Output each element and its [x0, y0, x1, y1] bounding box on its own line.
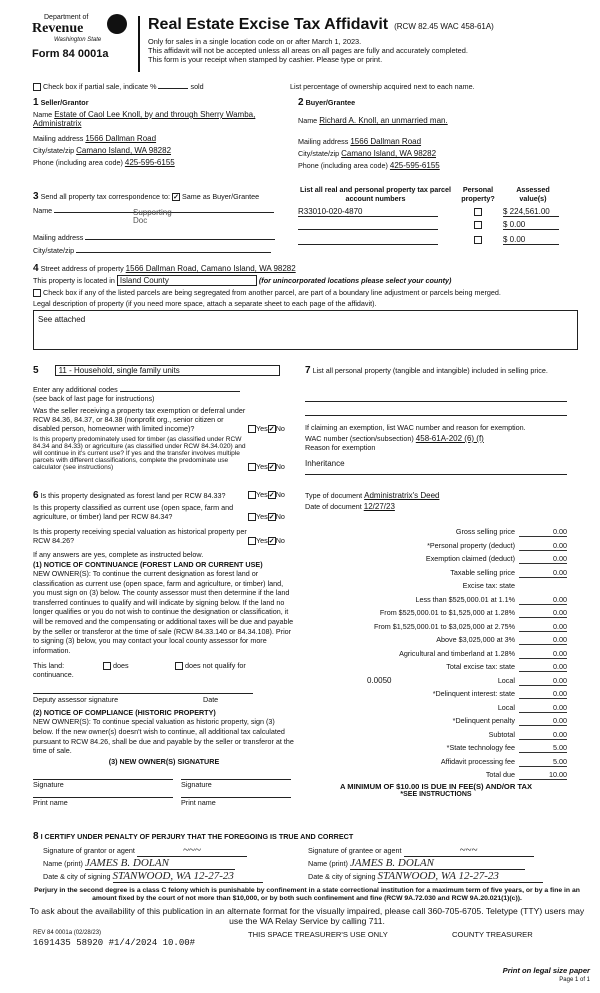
buyer-city-label: City/state/zip	[298, 149, 340, 158]
q-current-use-no[interactable]: ✓	[268, 514, 275, 521]
seller-phone-label: Phone (including area code)	[33, 158, 123, 167]
calc-label: Agricultural and timberland at 1.28%	[399, 648, 515, 658]
notice-continuance-title: (1) NOTICE OF CONTINUANCE (FOREST LAND OR CURRENT USE)	[33, 560, 263, 569]
supporting-doc-stamp: Supporting Doc	[133, 208, 172, 225]
yes-label: Yes	[256, 423, 268, 433]
notice-compliance-text: NEW OWNER(S): To continue special valuation as historic property, sign (3) below. If the new owner(s) doesn't wish to continue, all additional tax calculated pursuant to RCW 84.26, shall be due and payable by the seller or transferor at the time of sale.	[33, 717, 294, 756]
q-current-use-yes[interactable]	[248, 513, 256, 521]
current-use-question-text: Is this property classified as current use (open space, farm and agriculture, or timber) land per RCW 84.34?	[33, 503, 234, 521]
local-rate: 0.0050	[367, 675, 392, 685]
parcel-col-value: Assessed value(s)	[516, 185, 550, 203]
receipt-stamp: 1691435 58920 #1/4/2024 10.00#	[33, 938, 196, 948]
section-2-number: 2	[298, 97, 304, 108]
treasurer-use-label: THIS SPACE TREASURER'S USE ONLY	[248, 930, 388, 939]
section-8-number: 8	[33, 831, 39, 842]
taxable-selling-price[interactable]: 0.00	[519, 568, 567, 578]
grantee-name-label: Name (print)	[308, 859, 348, 868]
calc-label: *State technology fee	[446, 743, 515, 752]
seller-section	[33, 97, 288, 167]
form-title: Real Estate Excise Tax Affidavit	[148, 16, 389, 33]
yes-label: Yes	[256, 535, 268, 545]
buyer-phone[interactable]: 425-595-6155	[389, 161, 440, 170]
tier-3-tax[interactable]: 0.00	[519, 622, 567, 632]
street-address-label: Street address of property	[40, 264, 124, 273]
timber-question	[33, 436, 295, 471]
print-name-row	[33, 797, 295, 807]
doc-date-label: Date of document	[305, 502, 362, 511]
parcel-account[interactable]: R33010-020-4870	[298, 207, 438, 217]
forest-land-section	[33, 490, 295, 807]
legal-description-field[interactable]: See attached	[33, 310, 578, 350]
location-label: This property is located in	[33, 276, 115, 285]
state-technology-fee[interactable]: 5.00	[519, 743, 567, 753]
assessed-value[interactable]: $ 224,561.00	[503, 207, 559, 217]
grantor-signature-label: Signature of grantor or agent	[43, 846, 135, 855]
logo-swirl-icon	[107, 14, 127, 34]
tax-calculation	[305, 527, 567, 798]
calc-label: Taxable selling price	[450, 567, 515, 577]
county-treasurer-label: COUNTY TREASURER	[452, 930, 533, 939]
alternate-format-notice: To ask about the availability of this publication in an alternate format for the visually impaired, please call 360-705-6705. Teletype (TTY) users may use the WA Relay Service by calling 711.	[29, 906, 585, 926]
seller-address[interactable]: 1566 Dallman Road	[85, 134, 157, 143]
revenue-wordmark: Revenue	[32, 21, 84, 36]
buyer-phone-label: Phone (including area code)	[298, 161, 388, 170]
q-forest-no[interactable]: ✓	[268, 492, 275, 500]
grantee-block	[308, 844, 578, 883]
seller-city-label: City/state/zip	[33, 146, 75, 155]
section-1-number: 1	[33, 97, 39, 108]
calc-label: Above $3,025,000 at 3%	[436, 635, 515, 644]
calc-label: Exemption claimed (deduct)	[425, 554, 515, 563]
unincorporated-note: (for unincorporated locations please select your county)	[258, 276, 452, 285]
certification-section	[33, 831, 578, 883]
timber-question-text: Is this property predominately used for timber (as classified under RCW 84.34 and 84.33) or agriculture (as classified under RCW 84.34.020) and will continue in it's current use? If yes and the transfer involves multiple parcels with different classifications, complete the predominate use calculator (see instructions)	[33, 436, 246, 471]
table-row	[298, 220, 573, 232]
reason-value[interactable]: Inheritance	[305, 459, 345, 468]
segregated-label: Check box if any of the listed parcels are being segregated from another parcel, are part of a boundary line adjustment or parcels being merged.	[43, 288, 501, 297]
calc-label: Local	[497, 702, 515, 712]
historic-question-text: Is this property receiving special valuation as historical property per RCW 84.26?	[33, 527, 247, 545]
yes-label: Yes	[256, 490, 268, 499]
county-select[interactable]: Island County	[117, 275, 257, 286]
delinquent-interest-local[interactable]: 0.00	[519, 703, 567, 713]
historic-question	[33, 527, 295, 545]
seller-name-label: Name	[33, 110, 53, 119]
section-4-number: 4	[33, 263, 39, 274]
calc-label: Less than $525,000.01 at 1.1%	[415, 594, 515, 604]
personal-property-checkbox[interactable]	[474, 236, 482, 244]
seller-name[interactable]: Estate of Caol Lee Knoll, by and through Sherry Wamba,	[54, 110, 256, 119]
forest-question	[33, 490, 295, 501]
see-instructions: (see back of last page for instructions)	[33, 394, 155, 403]
page-number: Page 1 of 1	[559, 977, 590, 983]
grantor-name[interactable]: JAMES B. DOLAN	[85, 857, 235, 870]
seller-phone[interactable]: 425-595-6155	[124, 158, 175, 167]
does-label: does	[113, 661, 129, 671]
correspondence-section	[33, 191, 293, 255]
calc-label: Affidavit processing fee	[440, 756, 515, 766]
deputy-signature-label: Deputy assessor signature	[33, 695, 119, 705]
ag-timber-tax[interactable]: 0.00	[519, 649, 567, 659]
grantee-signature[interactable]: ~~~	[404, 844, 534, 857]
no-label: No	[275, 461, 285, 471]
calc-label: *Delinquent interest: state	[432, 689, 515, 698]
notice-continuance-text: NEW OWNER(S): To continue the current designation as forest land or classification as current use (open space, farm and agriculture, or timber) land, you must sign on (3) below. The county assessor must then determine if the land transferred continues to qualify and will indicate by signing below. If the land no longer qualifies or you do not wish to continue the designation or classification, it will be removed and the compensating or additional taxes will be due and payable by the seller or transferor at the time of sale (RCW 84.33.140 or 84.34.108). Prior to signing (3) below, you may contact your local county assessor for more information.	[33, 569, 294, 655]
rcw-ref: (RCW 82.45 WAC 458-61A)	[394, 22, 494, 31]
property-section	[33, 263, 578, 350]
this-land-row	[33, 661, 295, 670]
partial-sale-checkbox[interactable]	[33, 83, 41, 91]
deputy-date-label: Date	[203, 695, 219, 705]
calc-label: Subtotal	[488, 729, 515, 739]
certify-statement: I CERTIFY UNDER PENALTY OF PERJURY THAT THE FOREGOING IS TRUE AND CORRECT	[40, 832, 354, 841]
partial-sale-row	[33, 82, 204, 91]
additional-codes-label: Enter any additional codes	[33, 385, 118, 394]
this-land-label: This land:	[33, 661, 65, 671]
tier-2-tax[interactable]: 0.00	[519, 608, 567, 618]
exemption-question-text: Was the seller receiving a property tax exemption or deferral under RCW 84.36, 84.37, or 84.38 (nonprofit org., senior citizen or disabled person, homeowner with limited income)?	[33, 406, 246, 433]
sold-label: sold	[190, 82, 204, 91]
no-label: No	[275, 490, 285, 499]
header-line-2: This affidavit will not be accepted unless all areas on all pages are fully and accurately completed.	[148, 46, 468, 55]
q-forest-yes[interactable]	[248, 491, 256, 499]
header-text	[148, 16, 588, 64]
legal-description-label: Legal description of property (if you need more space, attach a separate sheet to each page of the affidavit).	[33, 299, 377, 309]
delinquent-penalty[interactable]: 0.00	[519, 716, 567, 726]
buyer-name[interactable]: Richard A. Knoll, an unmarried man.	[319, 116, 448, 125]
dept-logo	[32, 14, 132, 60]
calc-label: From $1,525,000.01 to $3,025,000 at 2.75%	[373, 621, 515, 631]
wac-number[interactable]: 458-61A-202 (6) (f)	[415, 434, 484, 443]
q-timber-yes[interactable]	[248, 463, 256, 471]
total-due[interactable]: 10.00	[519, 770, 567, 780]
yes-label: Yes	[256, 511, 268, 521]
dept-of: Department of	[44, 14, 89, 21]
reason-label: Reason for exemption	[305, 443, 376, 452]
q-exemption-no[interactable]: ✓	[268, 426, 275, 433]
doc-type[interactable]: Administratrix's Deed	[364, 491, 440, 500]
additional-codes-field[interactable]	[120, 391, 240, 392]
parcel-header	[298, 185, 573, 203]
partial-sale-label: Check box if partial sale, indicate %	[43, 82, 157, 91]
deputy-row	[33, 693, 253, 704]
calc-label: From $525,000.01 to $1,525,000 at 1.28%	[379, 608, 515, 617]
q-historic-yes[interactable]	[248, 537, 256, 545]
parcel-account[interactable]	[298, 235, 438, 245]
calc-label: Total due	[485, 770, 515, 779]
grantee-date[interactable]: STANWOOD, WA 12-27-23	[378, 870, 543, 883]
section-6-number: 6	[33, 490, 39, 501]
does-not-checkbox[interactable]	[175, 662, 183, 670]
header-divider	[138, 16, 140, 72]
does-checkbox[interactable]	[103, 662, 111, 670]
q-timber-no[interactable]: ✓	[268, 464, 275, 471]
header-line-1: Only for sales in a single location code on or after March 1, 2023.	[148, 37, 362, 46]
doc-type-label: Type of document	[305, 491, 363, 500]
calc-label: Gross selling price	[455, 527, 515, 536]
does-not-label: does not qualify for	[185, 661, 246, 671]
tier-1-tax[interactable]: 0.00	[519, 595, 567, 605]
if-any-yes: If any answers are yes, complete as instructed below.	[33, 550, 204, 559]
buyer-address[interactable]: 1566 Dallman Road	[350, 137, 422, 146]
calc-label: Local	[497, 675, 515, 685]
gross-selling-price[interactable]: 0.00	[519, 527, 567, 537]
seller-heading: Seller/Grantor	[40, 98, 89, 107]
parcel-account[interactable]	[298, 220, 438, 230]
no-label: No	[275, 511, 285, 521]
grantee-date-label: Date & city of signing	[308, 872, 376, 881]
affidavit-processing-fee[interactable]: 5.00	[519, 757, 567, 767]
corr-address-field[interactable]	[85, 239, 275, 240]
exemption-deduct[interactable]: 0.00	[519, 554, 567, 564]
header-line-3: This form is your receipt when stamped by cashier. Please type or print.	[148, 55, 383, 64]
reason-line	[305, 474, 567, 475]
segregated-checkbox[interactable]	[33, 289, 41, 297]
minimum-due-note: A MINIMUM OF $10.00 IS DUE IN FEE(S) AND/OR TAX	[339, 782, 533, 791]
wac-instructions: If claiming an exemption, list WAC number and reason for exemption.	[305, 423, 526, 432]
owner-signature-1[interactable]: Signature	[33, 779, 173, 789]
section-5-number: 5	[33, 365, 39, 376]
form-number: Form 84 0001a	[32, 48, 109, 60]
owner-print-name-2[interactable]: Print name	[181, 797, 291, 807]
personal-property-section	[305, 365, 575, 511]
corr-name-label: Name	[33, 206, 53, 215]
land-use-select[interactable]: 11 - Household, single family units	[55, 365, 280, 376]
same-as-buyer-checkbox[interactable]: ✓	[173, 194, 179, 202]
personal-property-checkbox[interactable]	[474, 208, 482, 216]
section-7-number: 7	[305, 365, 311, 376]
new-owner-signature-title: (3) NEW OWNER(S) SIGNATURE	[108, 756, 220, 766]
assessed-value[interactable]: $ 0.00	[503, 220, 559, 230]
forest-question-text: Is this property designated as forest land per RCW 84.33?	[40, 491, 226, 500]
no-label: No	[275, 535, 285, 545]
grantor-date[interactable]: STANWOOD, WA 12-27-23	[113, 870, 263, 883]
grantor-name-label: Name (print)	[43, 859, 83, 868]
parcel-table	[298, 185, 573, 247]
signature-block	[33, 844, 578, 883]
section-3-number: 3	[33, 191, 39, 202]
corr-city-field[interactable]	[76, 252, 271, 253]
no-label: No	[275, 423, 285, 433]
owner-signature-2[interactable]: Signature	[181, 779, 291, 789]
signature-row	[33, 779, 295, 789]
grantor-signature[interactable]: ~~~	[137, 844, 247, 857]
washington-state: Washington State	[54, 37, 102, 43]
personal-property-field-1[interactable]	[305, 390, 567, 402]
ownership-note: List percentage of ownership acquired next to each name.	[290, 82, 475, 91]
excise-tax-heading: Excise tax: state	[462, 581, 515, 590]
parcel-col-accounts: List all real and personal property tax parcel account numbers	[300, 185, 451, 203]
land-use-section	[33, 365, 295, 471]
local-tax[interactable]: 0.00	[519, 676, 567, 686]
personal-property-checkbox[interactable]	[474, 221, 482, 229]
street-address[interactable]: 1566 Dallman Road, Camano Island, WA 98282	[125, 264, 296, 273]
seller-address-label: Mailing address	[33, 134, 84, 143]
correspondence-label: Send all property tax correspondence to:	[40, 192, 171, 201]
wac-label: WAC number (section/subsection)	[305, 434, 414, 443]
calc-label: Total excise tax: state	[446, 662, 515, 671]
delinquent-interest-state[interactable]: 0.00	[519, 689, 567, 699]
assessed-value[interactable]: $ 0.00	[503, 235, 559, 245]
personal-property-deduct[interactable]: 0.00	[519, 541, 567, 551]
buyer-address-label: Mailing address	[298, 137, 349, 146]
notice-compliance-title: (2) NOTICE OF COMPLIANCE (HISTORIC PROPERTY)	[33, 708, 216, 718]
legal-paper-note: Print on legal size paper	[502, 966, 590, 975]
q-historic-no[interactable]: ✓	[268, 538, 275, 545]
calc-label: *Delinquent penalty	[452, 716, 515, 725]
parcel-col-personal: Personal property?	[461, 185, 495, 203]
seller-city[interactable]: Camano Island, WA 98282	[76, 146, 172, 155]
subtotal[interactable]: 0.00	[519, 730, 567, 740]
calc-label: *Personal property (deduct)	[427, 540, 515, 550]
yes-label: Yes	[256, 461, 268, 471]
personal-property-label: List all personal property (tangible and intangible) included in selling price.	[312, 366, 548, 375]
partial-percent-field[interactable]	[158, 88, 188, 89]
personal-property-field-2[interactable]	[305, 404, 567, 416]
same-as-buyer-label: Same as Buyer/Grantee	[182, 192, 260, 201]
grantor-date-label: Date & city of signing	[43, 872, 111, 881]
corr-city-label: City/state/zip	[33, 246, 75, 255]
grantee-signature-label: Signature of grantee or agent	[308, 846, 402, 855]
current-use-question	[33, 503, 295, 521]
continuance-label: continuance.	[33, 670, 74, 680]
tier-4-tax[interactable]: 0.00	[519, 635, 567, 645]
owner-print-name-1[interactable]: Print name	[33, 797, 173, 807]
grantee-name[interactable]: JAMES B. DOLAN	[350, 857, 525, 870]
corr-address-label: Mailing address	[33, 233, 84, 242]
table-row	[298, 207, 573, 217]
revision-label: REV 84 0001a (02/28/23)	[33, 930, 102, 936]
q-exemption-yes[interactable]	[248, 425, 256, 433]
buyer-city[interactable]: Camano Island, WA 98282	[341, 149, 437, 158]
doc-date[interactable]: 12/27/23	[363, 502, 395, 511]
buyer-heading: Buyer/Grantee	[305, 98, 356, 107]
grantor-block	[33, 844, 308, 883]
table-row	[298, 235, 573, 247]
see-instructions-note: *SEE INSTRUCTIONS	[400, 791, 472, 798]
exemption-question	[33, 406, 295, 433]
total-excise-state[interactable]: 0.00	[519, 662, 567, 672]
buyer-section	[298, 97, 573, 170]
seller-name-cont[interactable]: Administratrix	[33, 119, 82, 128]
perjury-notice: Perjury in the second degree is a class C felony which is punishable by confinement in a state correctional institution for a maximum term of five years, or by a fine in an amount fixed by the court of not more than $10,000, or by both such confinement and fine (RCW 9A.72.030 and RCW 9A.20.021(1)(c)).	[34, 887, 580, 903]
buyer-name-label: Name	[298, 116, 318, 125]
